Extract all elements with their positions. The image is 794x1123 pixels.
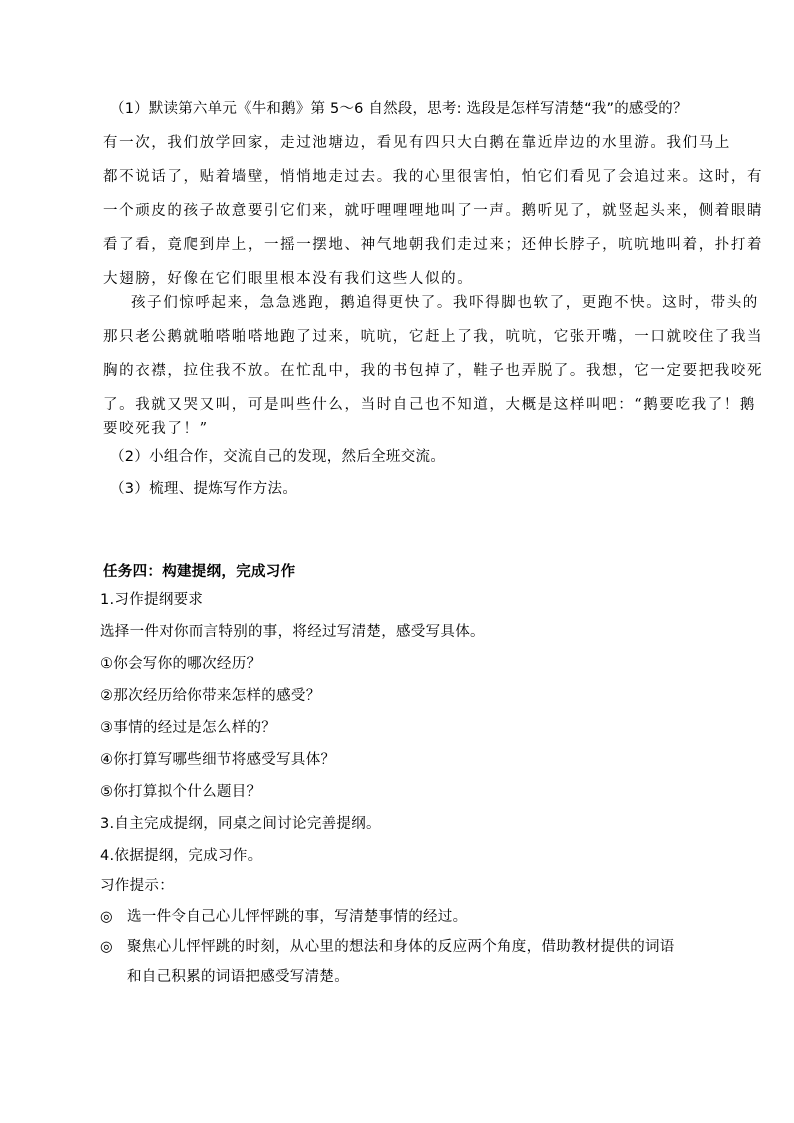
excerpt-para2-line: 胸的衣襟，拉住我不放。在忙乱中，我的书包掉了，鞋子也弄脱了。我想，它一定要把我咬死 <box>103 363 764 379</box>
bullet-icon: ◎ <box>100 909 113 925</box>
excerpt-para1-line: 有一次，我们放学回家，走过池塘边，看见有四只大白鹅在靠近岸边的水里游。我们马上 <box>103 135 731 151</box>
step-3: （3）梳理、提炼写作方法。 <box>110 481 298 497</box>
task4-item-4: 4.依据提纲，完成习作。 <box>100 848 263 864</box>
tip-text: 聚焦心儿怦怦跳的时刻，从心里的想法和身体的反应两个角度，借助教材提供的词语 <box>127 939 675 955</box>
task4-heading: 任务四：构建提纲，完成习作 <box>103 564 296 580</box>
bullet-icon: ◎ <box>100 939 113 955</box>
passage-prompt: （1）默读第六单元《牛和鹅》第 5～6 自然段，思考: 选段是怎样写清楚“我”的感受的？ <box>110 101 688 117</box>
excerpt-para1-line: 看了看，竟爬到岸上，一摇一摆地、神气地朝我们走过来；还伸长脖子，吭吭地叫着，扑打着 <box>103 237 764 253</box>
excerpt-para1-line: 一个顽皮的孩子故意要引它们来，就吁哩哩哩地叫了一声。鹅听见了，就竖起头来，侧着眼睛 <box>103 203 764 219</box>
excerpt-para1-line: 大翅膀，好像在它们眼里根本没有我们这些人似的。 <box>103 271 474 287</box>
tip-text: 选一件令自己心儿怦怦跳的事，写清楚事情的经过。 <box>127 909 468 925</box>
task4-question: ③事情的经过是怎么样的？ <box>100 720 277 736</box>
tip-item <box>100 907 467 927</box>
excerpt-para1-line: 都不说话了，贴着墙壁，悄悄地走过去。我的心里很害怕，怕它们看见了会追过来。这时，有 <box>103 169 764 185</box>
step-2: （2）小组合作，交流自己的发现，然后全班交流。 <box>110 449 446 465</box>
task4-item-3: 3.自主完成提纲，同桌之间讨论完善提纲。 <box>100 816 381 832</box>
excerpt-para2-line: 那只老公鹅就啪嗒啪嗒地跑了过来，吭吭，它赶上了我，吭吭，它张开嘴，一口就咬住了我当 <box>103 329 764 345</box>
excerpt-para2-line: 孩子们惊呼起来，急急逃跑，鹅追得更快了。我吓得脚也软了，更跑不快。这时，带头的 <box>131 295 759 311</box>
task4-question: ⑤你打算拟个什么题目？ <box>100 784 262 800</box>
excerpt-para2-line: 了。我就又哭又叫，可是叫些什么，当时自己也不知道，大概是这样叫吧：“鹅要吃我了！鹅 <box>103 397 757 413</box>
tips-label: 习作提示： <box>100 878 174 894</box>
task4-question: ②那次经历给你带来怎样的感受？ <box>100 688 321 704</box>
task4-item-1: 1.习作提纲要求 <box>100 592 204 608</box>
tip-item <box>100 937 675 957</box>
task4-intro: 选择一件对你而言特别的事，将经过写清楚，感受写具体。 <box>100 624 485 640</box>
task4-question: ①你会写你的哪次经历？ <box>100 656 262 672</box>
task4-question: ④你打算写哪些细节将感受写具体？ <box>100 752 336 768</box>
tip-text-continuation: 和自己积累的词语把感受写清楚。 <box>127 969 349 985</box>
excerpt-para2-line: 要咬死我了！” <box>103 421 209 437</box>
